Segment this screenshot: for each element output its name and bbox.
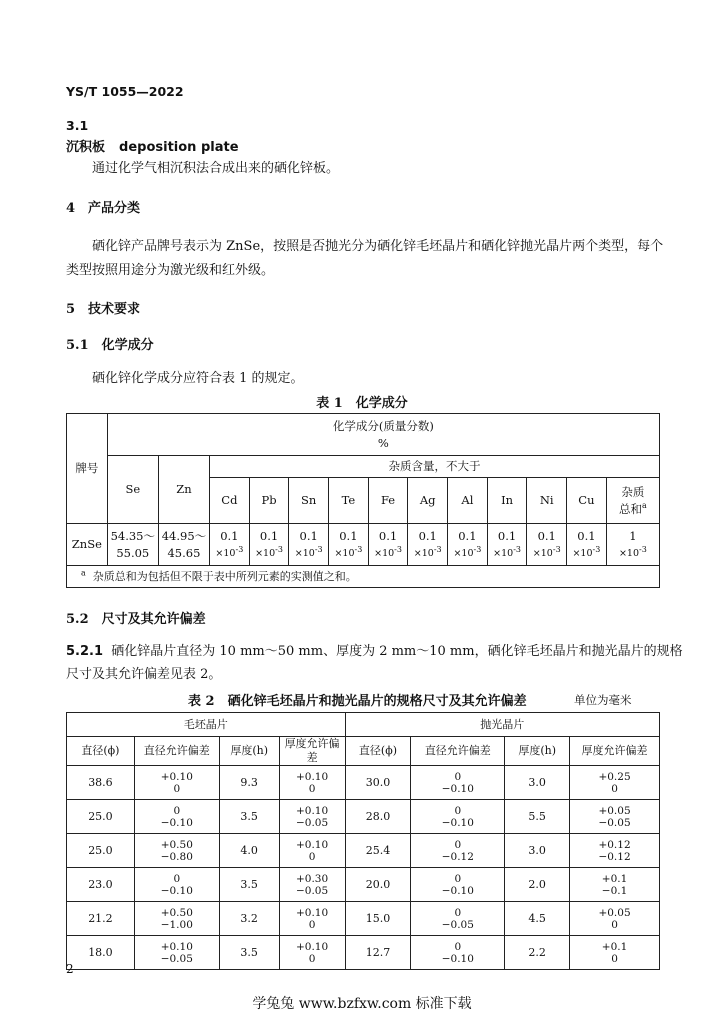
impurity-factor [448, 545, 487, 562]
impurity-value-in [487, 524, 527, 566]
impurity-factor-exp: -3 [354, 544, 363, 554]
upper-tolerance: +0.10 [295, 770, 329, 783]
blank-thickness: 3.5 [219, 800, 279, 834]
upper-tolerance: +0.30 [295, 872, 329, 885]
page-number: 2 [66, 962, 74, 976]
lower-tolerance: 0 [308, 918, 316, 931]
lower-tolerance: −1.00 [160, 918, 193, 931]
impurity-factor-base: ×10 [294, 547, 315, 559]
lower-tolerance: 0 [308, 782, 316, 795]
col-impurity-al: Al [448, 478, 488, 524]
impurity-number: 0.1 [339, 528, 358, 543]
col-header: 直径(ϕ) [345, 737, 411, 766]
section-5-1-para: 硒化锌化学成分应符合表 1 的规定。 [92, 371, 304, 386]
total-factor-exp: -3 [639, 544, 647, 554]
upper-tolerance: 0 [454, 940, 462, 953]
upper-tolerance: +0.10 [295, 804, 329, 817]
upper-tolerance: 0 [454, 804, 462, 817]
percent-unit: % [377, 435, 389, 450]
table-row [67, 524, 660, 566]
blank-diameter-tolerance [134, 902, 219, 936]
impurity-value-ag [408, 524, 448, 566]
polished-diameter-tolerance [411, 868, 505, 902]
table-row [67, 800, 660, 834]
impurity-number: 0.1 [220, 528, 239, 543]
total-value: 1 [629, 528, 637, 543]
dimensions-tolerance-table [66, 712, 660, 970]
blank-thickness-tolerance [279, 902, 345, 936]
composition-header [107, 414, 659, 456]
impurity-factor [210, 545, 249, 562]
impurity-factor [567, 545, 606, 562]
lower-tolerance: 0 [308, 850, 316, 863]
impurity-number: 0.1 [537, 528, 556, 543]
impurity-factor-base: ×10 [255, 547, 276, 559]
impurity-number: 0.1 [497, 528, 517, 543]
upper-tolerance: 0 [173, 804, 181, 817]
upper-tolerance: +0.05 [598, 906, 631, 919]
impurity-value-sn [289, 524, 329, 566]
section-5-1-heading: 5.1 化学成分 [66, 338, 154, 353]
table-row [67, 834, 660, 868]
polished-thickness-tolerance [570, 800, 660, 834]
lower-tolerance: −0.80 [160, 850, 193, 863]
lower-tolerance: −0.1 [601, 884, 628, 897]
brand-header: 牌号 [67, 414, 108, 524]
footnote-marker: a [641, 500, 647, 510]
upper-tolerance: +0.10 [160, 940, 193, 953]
impurity-number: 0.1 [577, 528, 596, 543]
col-header: 厚度允许偏差 [570, 737, 660, 766]
lower-tolerance: −0.05 [160, 952, 193, 965]
impurity-factor [488, 545, 527, 562]
col-impurity-fe: Fe [368, 478, 408, 524]
table2-unit: 单位为毫米 [574, 693, 632, 707]
upper-tolerance: +0.25 [598, 770, 631, 783]
polished-thickness-tolerance [570, 902, 660, 936]
blank-thickness-tolerance [279, 936, 345, 970]
impurity-factor-base: ×10 [532, 547, 553, 559]
impurity-value-te [329, 524, 369, 566]
composition-title: 化学成分(质量分数) [332, 418, 434, 433]
upper-tolerance: +0.50 [160, 906, 193, 919]
polished-thickness: 4.5 [505, 902, 570, 936]
row-total [606, 524, 659, 566]
se-range-start: 54.35～ [110, 528, 155, 543]
col-impurity-sn: Sn [289, 478, 329, 524]
impurity-factor-base: ×10 [215, 547, 236, 559]
se-range-end: 55.05 [116, 545, 150, 560]
impurity-factor-exp: -3 [275, 544, 283, 554]
impurity-factor-base: ×10 [493, 547, 514, 559]
impurity-factor [369, 545, 408, 562]
col-zn-header: Zn [158, 456, 209, 524]
blank-thickness-tolerance [279, 868, 345, 902]
polished-diameter: 28.0 [345, 800, 411, 834]
blank-diameter: 25.0 [67, 800, 135, 834]
lower-tolerance: 0 [611, 918, 618, 931]
lower-tolerance: −0.05 [295, 884, 329, 897]
upper-tolerance: +0.1 [601, 872, 628, 885]
upper-tolerance: +0.05 [598, 804, 631, 817]
section-4-para-line2: 类型按照用途分为激光级和红外级。 [66, 263, 275, 278]
upper-tolerance: 0 [454, 838, 462, 851]
blank-diameter: 21.2 [67, 902, 135, 936]
impurity-number: 0.1 [259, 528, 279, 543]
polished-diameter: 25.4 [345, 834, 411, 868]
table-row [67, 936, 660, 970]
polished-thickness-tolerance [570, 868, 660, 902]
impurity-factor-base: ×10 [374, 547, 395, 559]
section-5-2-heading: 5.2 尺寸及其允许偏差 [66, 612, 206, 627]
col-impurity-cu: Cu [567, 478, 607, 524]
term-definition: 通过化学气相沉积法合成出来的硒化锌板。 [92, 161, 340, 176]
section-5-2-1-line2: 尺寸及其允许偏差见表 2。 [66, 667, 222, 682]
group-polished-wafer: 抛光晶片 [345, 713, 659, 737]
blank-diameter-tolerance [134, 766, 219, 800]
col-header: 厚度(h) [219, 737, 279, 766]
upper-tolerance: +0.10 [295, 906, 329, 919]
blank-diameter-tolerance [134, 834, 219, 868]
col-impurity-pb: Pb [249, 478, 289, 524]
impurity-factor-exp: -3 [473, 544, 482, 554]
col-header: 厚度允许偏差 [279, 737, 345, 766]
polished-diameter-tolerance [411, 834, 505, 868]
impurity-factor-base: ×10 [334, 547, 355, 559]
col-impurity-in: In [487, 478, 527, 524]
impurity-factor-base: ×10 [572, 547, 593, 559]
polished-thickness-tolerance [570, 766, 660, 800]
total-header-line2 [607, 501, 659, 518]
total-header-line1: 杂质 [621, 484, 645, 499]
group-blank-wafer: 毛坯晶片 [67, 713, 346, 737]
impurity-header: 杂质含量，不大于 [210, 456, 660, 478]
impurity-factor [250, 545, 289, 562]
polished-diameter: 20.0 [345, 868, 411, 902]
lower-tolerance: −0.10 [441, 952, 474, 965]
lower-tolerance: 0 [611, 952, 618, 965]
polished-diameter: 15.0 [345, 902, 411, 936]
blank-diameter: 25.0 [67, 834, 135, 868]
blank-thickness: 3.5 [219, 868, 279, 902]
impurity-factor-exp: -3 [552, 544, 561, 554]
impurity-factor-exp: -3 [394, 544, 402, 554]
col-header: 直径允许偏差 [411, 737, 505, 766]
term-en: deposition plate [119, 140, 239, 155]
col-impurity-total [606, 478, 659, 524]
blank-thickness: 9.3 [219, 766, 279, 800]
zn-range-end: 45.65 [167, 545, 201, 560]
lower-tolerance: −0.10 [441, 782, 474, 795]
lower-tolerance: −0.05 [441, 918, 474, 931]
lower-tolerance: −0.10 [160, 816, 193, 829]
polished-diameter-tolerance [411, 902, 505, 936]
polished-diameter-tolerance [411, 936, 505, 970]
lower-tolerance: −0.12 [441, 850, 474, 863]
table2-caption: 表 2 硒化锌毛坯晶片和抛光晶片的规格尺寸及其允许偏差 [188, 694, 527, 709]
impurity-value-pb [249, 524, 289, 566]
lower-tolerance: 0 [308, 952, 316, 965]
col-impurity-ag: Ag [408, 478, 448, 524]
polished-thickness: 2.0 [505, 868, 570, 902]
polished-thickness-tolerance [570, 936, 660, 970]
lower-tolerance: −0.05 [295, 816, 329, 829]
total-factor [607, 545, 659, 562]
impurity-factor-base: ×10 [413, 547, 434, 559]
blank-thickness-tolerance [279, 766, 345, 800]
table-row [67, 766, 660, 800]
blank-diameter: 18.0 [67, 936, 135, 970]
blank-thickness: 3.5 [219, 936, 279, 970]
row-zn [158, 524, 209, 566]
section-4-heading: 4 产品分类 [66, 201, 141, 216]
col-impurity-cd: Cd [210, 478, 250, 524]
term-zh: 沉积板 [66, 140, 106, 155]
chemical-composition-table [66, 413, 660, 588]
footnote-marker: a [81, 568, 86, 578]
impurity-factor [289, 545, 328, 562]
table-row [67, 902, 660, 936]
upper-tolerance: 0 [454, 906, 462, 919]
impurity-value-cu [567, 524, 607, 566]
upper-tolerance: +0.10 [295, 940, 329, 953]
section-5-2-1-number: 5.2.1 [66, 644, 104, 659]
blank-diameter: 23.0 [67, 868, 135, 902]
polished-thickness-tolerance [570, 834, 660, 868]
table1-caption: 表 1 化学成分 [316, 396, 408, 411]
polished-diameter-tolerance [411, 766, 505, 800]
impurity-factor-base: ×10 [453, 547, 474, 559]
upper-tolerance: 0 [454, 770, 462, 783]
zn-range-start: 44.95～ [161, 528, 207, 543]
row-se [107, 524, 158, 566]
upper-tolerance: +0.50 [160, 838, 193, 851]
polished-thickness: 3.0 [505, 834, 570, 868]
col-header: 直径(ϕ) [67, 737, 135, 766]
col-se-header: Se [107, 456, 158, 524]
blank-diameter: 38.6 [67, 766, 135, 800]
col-header: 厚度(h) [505, 737, 570, 766]
impurity-factor-exp: -3 [314, 544, 323, 554]
polished-thickness: 2.2 [505, 936, 570, 970]
impurity-value-al [448, 524, 488, 566]
col-header: 直径允许偏差 [134, 737, 219, 766]
polished-diameter: 12.7 [345, 936, 411, 970]
document-number: YS/T 1055—2022 [66, 84, 184, 99]
table-row [67, 868, 660, 902]
section-3-1-number: 3.1 [66, 118, 89, 133]
lower-tolerance: 0 [173, 782, 181, 795]
upper-tolerance: +0.1 [601, 940, 628, 953]
impurity-factor-exp: -3 [592, 544, 601, 554]
lower-tolerance: −0.05 [598, 816, 631, 829]
impurity-value-ni [527, 524, 567, 566]
section-5-heading: 5 技术要求 [66, 302, 141, 317]
blank-thickness-tolerance [279, 800, 345, 834]
impurity-factor-exp: -3 [513, 544, 521, 554]
upper-tolerance: +0.10 [160, 770, 193, 783]
impurity-number: 0.1 [418, 528, 437, 543]
section-5-2-1-line1 [66, 640, 683, 659]
lower-tolerance: 0 [611, 782, 618, 795]
upper-tolerance: 0 [173, 872, 181, 885]
footnote-text: 杂质总和为包括但不限于表中所列元素的实测值之和。 [92, 570, 357, 583]
upper-tolerance: +0.10 [295, 838, 329, 851]
blank-thickness-tolerance [279, 834, 345, 868]
upper-tolerance: 0 [454, 872, 462, 885]
col-impurity-te: Te [329, 478, 369, 524]
impurity-factor [329, 545, 368, 562]
term-entry [66, 136, 239, 155]
lower-tolerance: −0.10 [441, 816, 474, 829]
lower-tolerance: −0.10 [160, 884, 193, 897]
blank-thickness: 4.0 [219, 834, 279, 868]
row-brand: ZnSe [67, 524, 108, 566]
impurity-number: 0.1 [378, 528, 398, 543]
total-factor-base: ×10 [618, 547, 639, 559]
blank-diameter-tolerance [134, 800, 219, 834]
impurity-factor-exp: -3 [433, 544, 442, 554]
total-header-text: 总和 [618, 501, 642, 516]
impurity-number: 0.1 [458, 528, 477, 543]
polished-thickness: 5.5 [505, 800, 570, 834]
polished-diameter: 30.0 [345, 766, 411, 800]
upper-tolerance: +0.12 [598, 838, 631, 851]
impurity-number: 0.1 [299, 528, 318, 543]
section-4-para-line1: 硒化锌产品牌号表示为 ZnSe，按照是否抛光分为硒化锌毛坯晶片和硒化锌抛光晶片两个类型，每个 [92, 239, 664, 254]
lower-tolerance: −0.10 [441, 884, 474, 897]
blank-diameter-tolerance [134, 936, 219, 970]
impurity-value-fe [368, 524, 408, 566]
impurity-factor-exp: -3 [235, 544, 244, 554]
impurity-value-cd [210, 524, 250, 566]
table1-footnote [67, 566, 660, 588]
blank-diameter-tolerance [134, 868, 219, 902]
polished-thickness: 3.0 [505, 766, 570, 800]
watermark: 学兔兔 www.bzfxw.com 标准下载 [252, 996, 472, 1012]
polished-diameter-tolerance [411, 800, 505, 834]
section-5-2-1-text: 硒化锌晶片直径为 10 mm～50 mm、厚度为 2 mm～10 mm，硒化锌毛坯晶片和抛光晶片的规格 [111, 644, 683, 659]
lower-tolerance: −0.12 [598, 850, 631, 863]
impurity-factor [527, 545, 566, 562]
col-impurity-ni: Ni [527, 478, 567, 524]
impurity-factor [408, 545, 447, 562]
blank-thickness: 3.2 [219, 902, 279, 936]
